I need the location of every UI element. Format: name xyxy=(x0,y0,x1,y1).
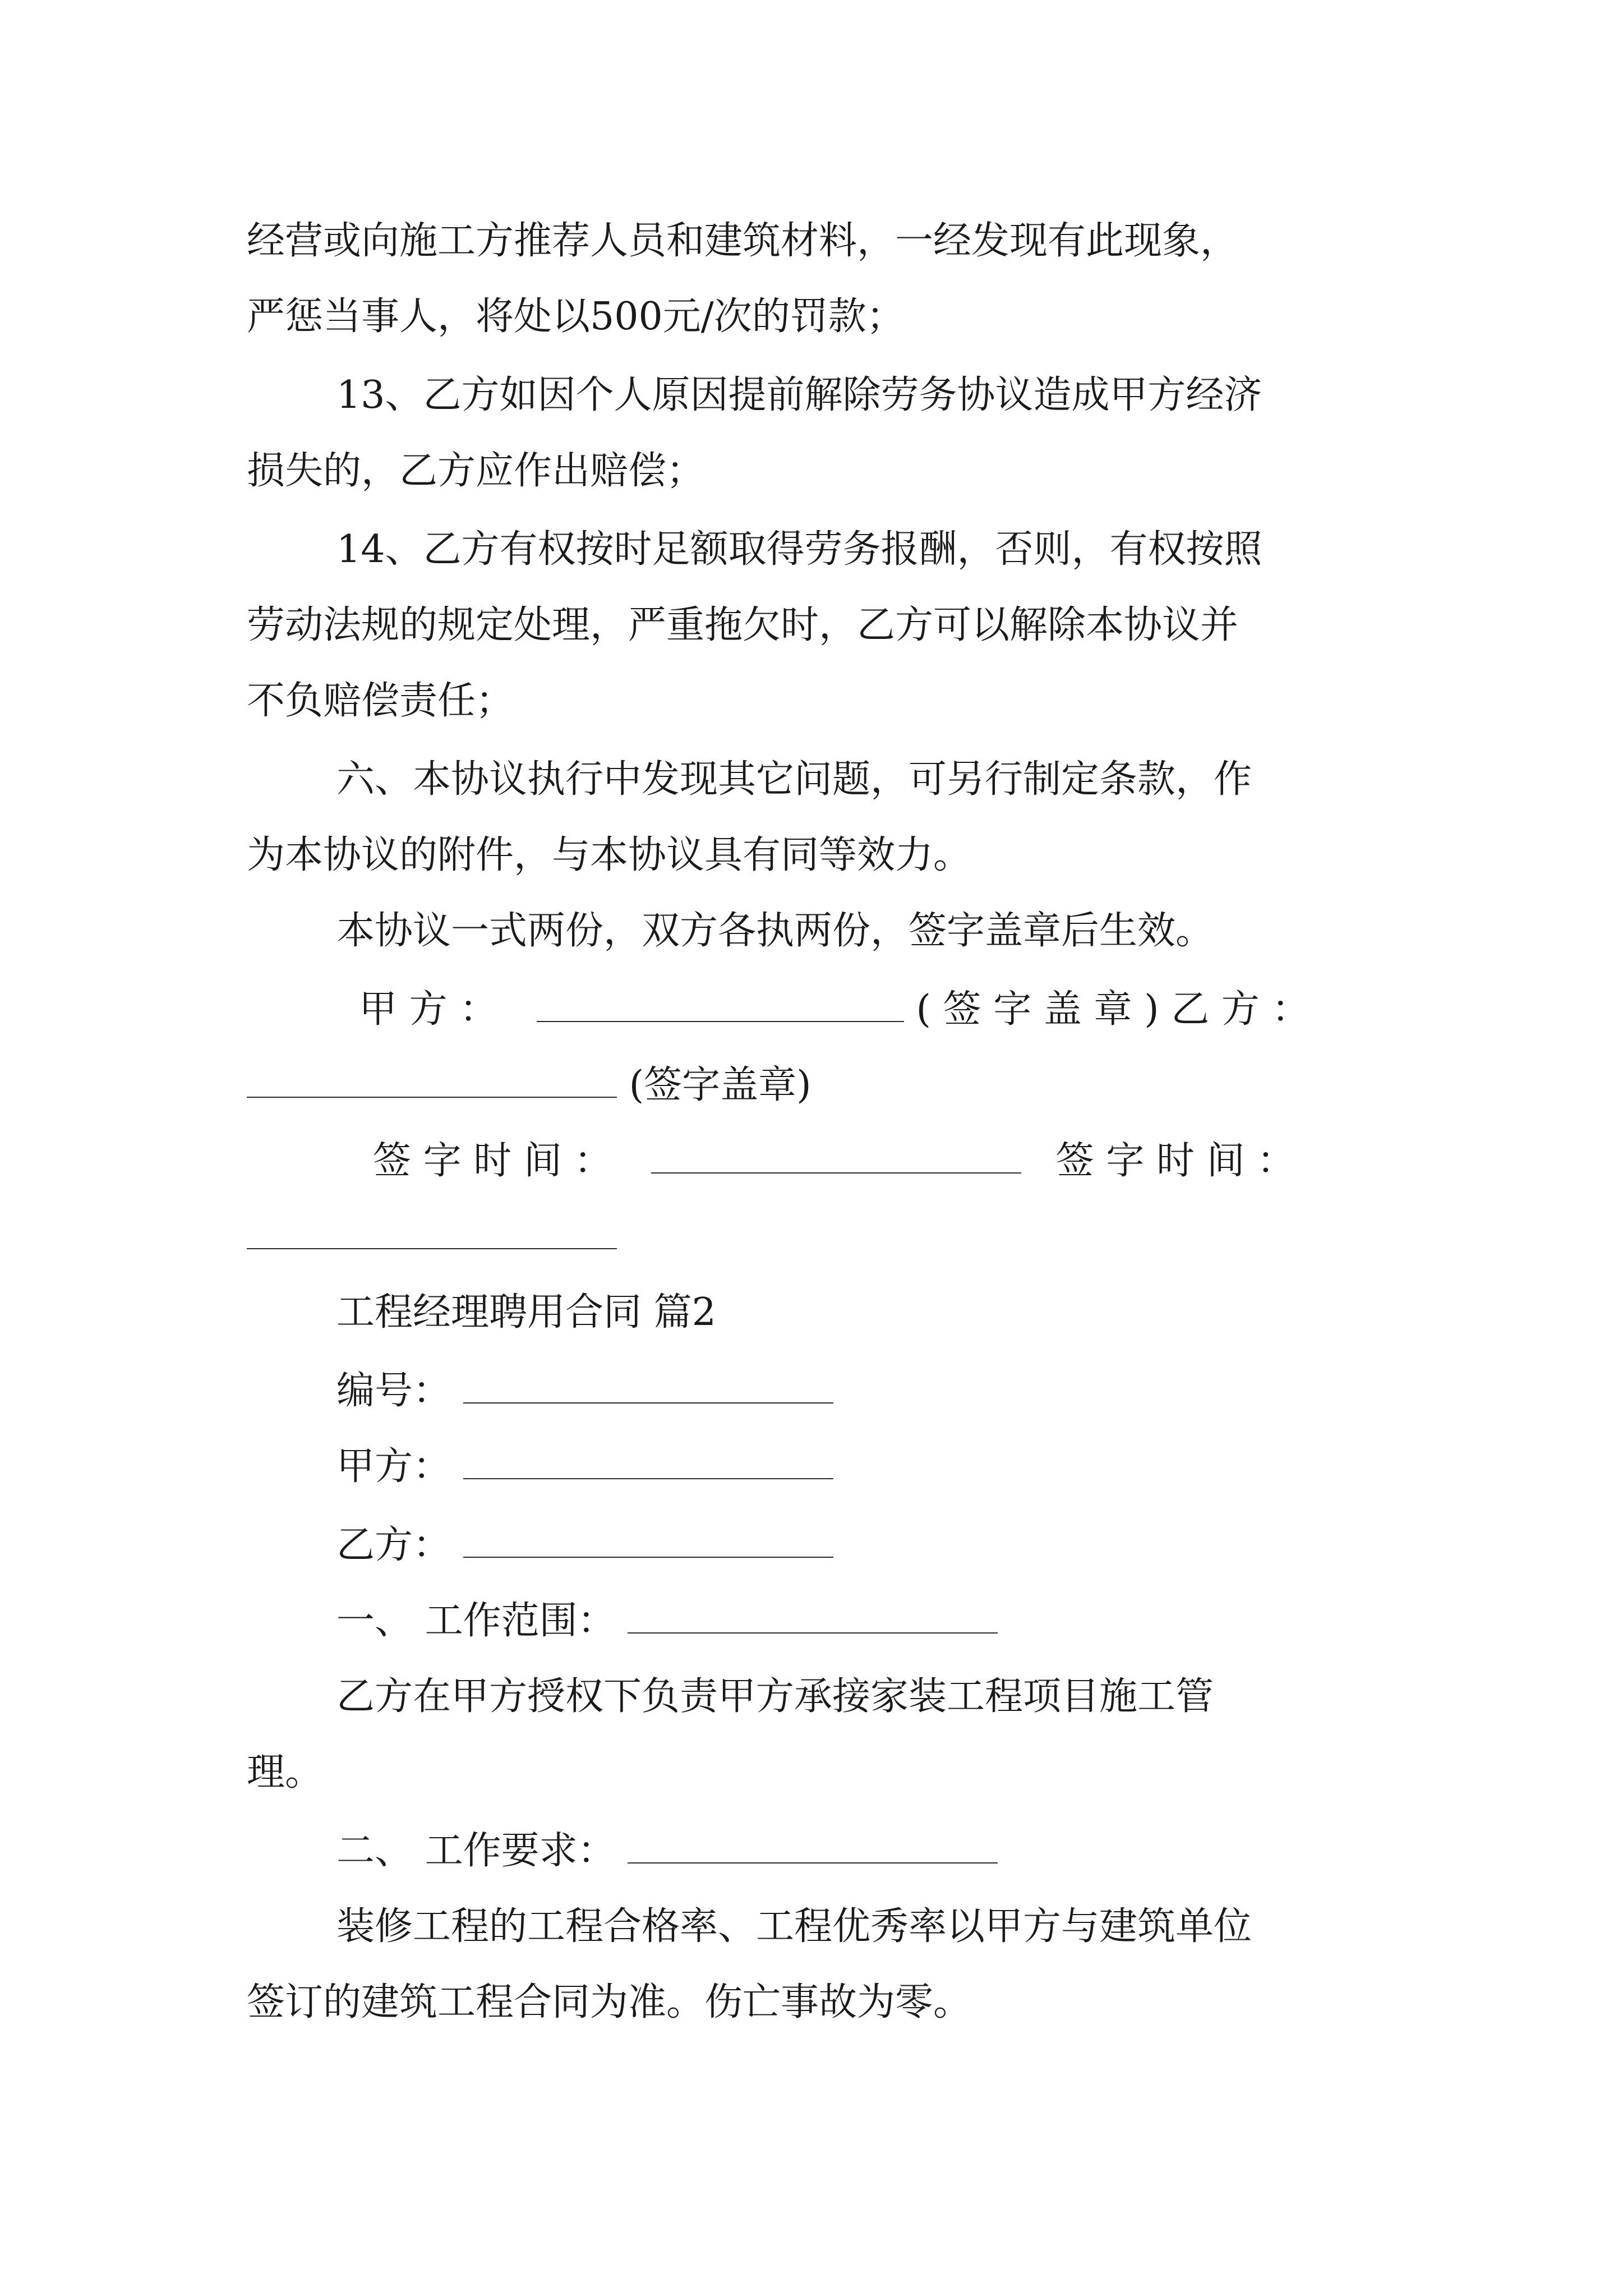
party-b-label-2: 乙方： xyxy=(336,1523,451,1567)
contract-number-blank[interactable] xyxy=(463,1369,833,1404)
sign-time-label-a: 签 字 时 间 ： xyxy=(373,1139,612,1183)
section-2-blank[interactable] xyxy=(628,1829,998,1864)
section-1-text-line-2: 理。 xyxy=(247,1750,324,1795)
section-1-text-line-1: 乙方在甲方授权下负责甲方承接家装工程项目施工管 xyxy=(336,1674,1214,1719)
section-2-text-line-1: 装修工程的工程合格率、工程优秀率以甲方与建筑单位 xyxy=(336,1904,1252,1949)
sign-seal-party-b-label: ( 签 字 盖 章 ) 乙 方 ： xyxy=(916,987,1310,1032)
contract-number-label: 编号： xyxy=(336,1369,451,1413)
clause-14-line-3: 不负赔偿责任； xyxy=(247,679,514,723)
clause-12-line-2: 严惩当事人，将处以500元/次的罚款； xyxy=(247,295,905,339)
signature-line-party-b xyxy=(247,1060,811,1111)
party-a-blank-2[interactable] xyxy=(463,1444,833,1479)
contract-2-title: 工程经理聘用合同 篇2 xyxy=(336,1290,716,1335)
section-2-text-line-2: 签订的建筑工程合同为准。伤亡事故为零。 xyxy=(247,1980,972,2024)
signature-line-party-a xyxy=(359,984,1310,1035)
clause-14-line-1: 14、乙方有权按时足额取得劳务报酬，否则，有权按照 xyxy=(336,527,1262,572)
signature-time-line xyxy=(373,1136,1295,1186)
party-a-label: 甲 方 ： xyxy=(359,987,498,1032)
clause-13-line-1: 13、乙方如因个人原因提前解除劳务协议造成甲方经济 xyxy=(336,373,1262,417)
party-b-blank-2[interactable] xyxy=(463,1523,833,1558)
sign-seal-label: (签字盖章) xyxy=(629,1063,811,1107)
party-b-signature-blank[interactable] xyxy=(247,1063,617,1098)
section-1-row xyxy=(336,1596,998,1646)
clause-13-line-2: 损失的，乙方应作出赔偿； xyxy=(247,449,705,493)
section-2-label: 二、 工作要求： xyxy=(336,1829,616,1873)
section-1-blank[interactable] xyxy=(628,1599,998,1634)
section-2-row xyxy=(336,1826,998,1876)
sign-time-a-blank[interactable] xyxy=(651,1139,1021,1174)
article-6-line-2: 为本协议的附件，与本协议具有同等效力。 xyxy=(247,833,972,877)
clause-12-line-1: 经营或向施工方推荐人员和建筑材料，一经发现有此现象， xyxy=(247,219,1239,263)
article-6-line-1: 六、本协议执行中发现其它问题，可另行制定条款，作 xyxy=(336,757,1252,802)
party-b-row xyxy=(336,1520,833,1571)
party-a-label-2: 甲方： xyxy=(336,1444,451,1489)
party-a-signature-blank[interactable] xyxy=(537,987,904,1022)
copies-statement: 本协议一式两份，双方各执两份，签字盖章后生效。 xyxy=(336,909,1214,953)
sign-time-b-blank[interactable] xyxy=(247,1214,617,1249)
sign-time-label-b: 签 字 时 间 ： xyxy=(1055,1139,1295,1183)
clause-14-line-2: 劳动法规的规定处理，严重拖欠时，乙方可以解除本协议并 xyxy=(247,603,1239,647)
sign-time-b-row xyxy=(247,1212,617,1262)
party-a-row xyxy=(336,1442,833,1492)
section-1-label: 一、 工作范围： xyxy=(336,1599,616,1643)
contract-number-row xyxy=(336,1366,833,1416)
